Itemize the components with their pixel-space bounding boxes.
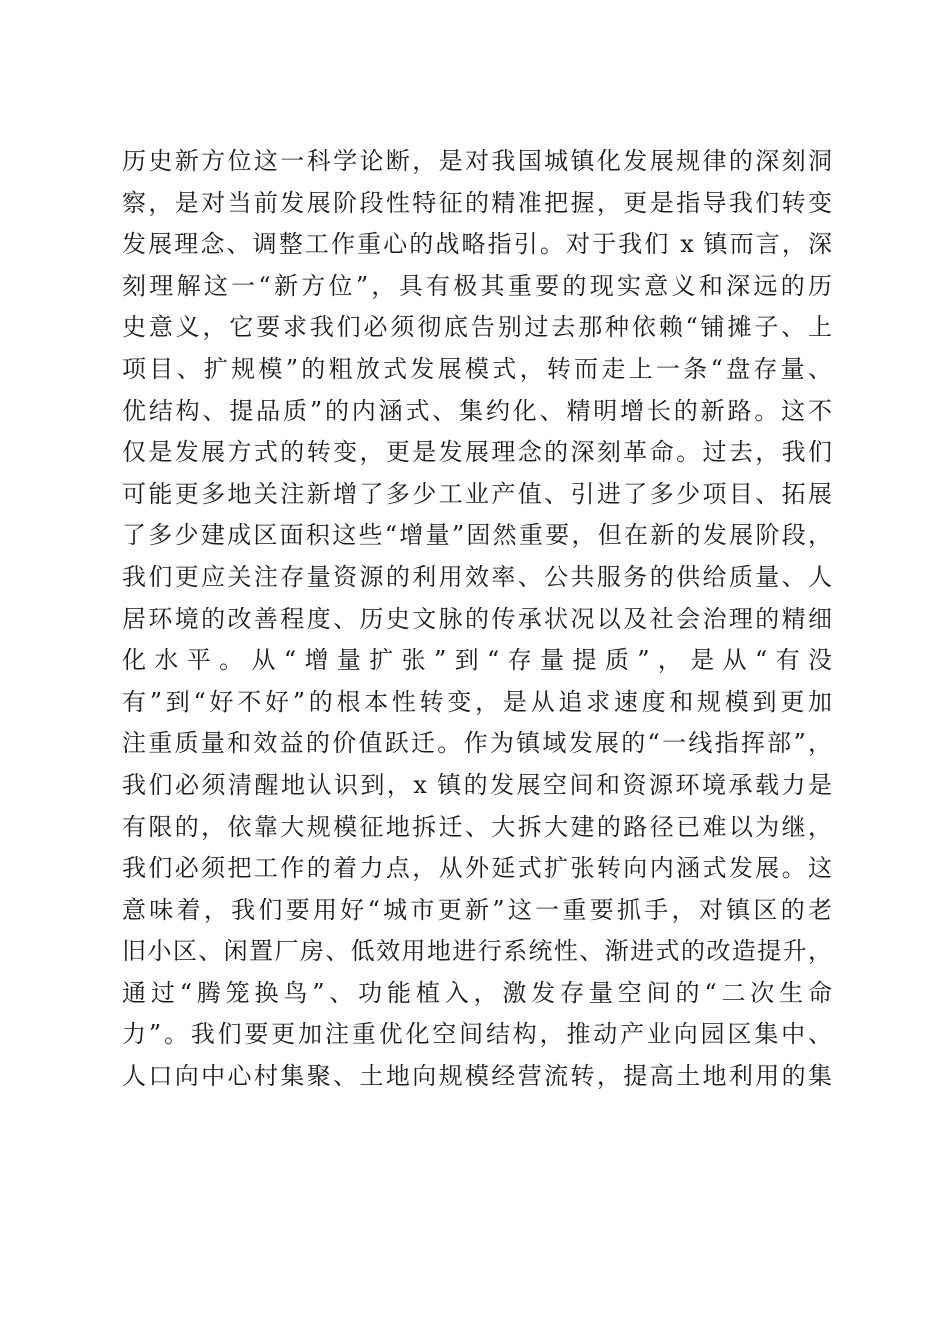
text-line: 刻理解这一“新方位”，具有极其重要的现实意义和深远的历 (122, 271, 832, 300)
text-line: 有”到“好不好”的根本性转变，是从追求速度和规模到更加 (122, 687, 832, 716)
text-line: 旧小区、闲置厂房、低效用地进行系统性、渐进式的改造提升， (122, 937, 832, 966)
text-line: 项目、扩规模”的粗放式发展模式，转而走上一条“盘存量、 (122, 354, 832, 383)
text-line: 可能更多地关注新增了多少工业产值、引进了多少项目、拓展 (122, 479, 832, 508)
body-paragraph (122, 141, 832, 1098)
text-line: 史意义，它要求我们必须彻底告别过去那种依赖“铺摊子、上 (122, 313, 832, 342)
text-line: 有限的，依靠大规模征地拆迁、大拆大建的路径已难以为继， (122, 812, 832, 841)
text-line: 意味着，我们要用好“城市更新”这一重要抓手，对镇区的老 (122, 895, 832, 924)
text-line: 发展理念、调整工作重心的战略指引。对于我们 x 镇而言，深 (122, 230, 832, 259)
text-line: 人口向中心村集聚、土地向规模经营流转，提高土地利用的集 (122, 1062, 832, 1091)
text-line: 优结构、提品质”的内涵式、集约化、精明增长的新路。这不 (122, 396, 832, 425)
text-line: 了多少建成区面积这些“增量”固然重要，但在新的发展阶段， (122, 521, 832, 550)
text-line: 通过“腾笼换鸟”、功能植入，激发存量空间的“二次生命 (122, 978, 832, 1007)
text-line: 察，是对当前发展阶段性特征的精准把握，更是指导我们转变 (122, 188, 832, 217)
text-line: 注重质量和效益的价值跃迁。作为镇域发展的“一线指挥部”， (122, 729, 832, 758)
text-line: 化水平。从“增量扩张”到“存量提质”，是从“有没 (122, 646, 832, 675)
text-line: 仅是发展方式的转变，更是发展理念的深刻革命。过去，我们 (122, 438, 832, 467)
text-line: 力”。我们要更加注重优化空间结构，推动产业向园区集中、 (122, 1020, 832, 1049)
text-line: 历史新方位这一科学论断，是对我国城镇化发展规律的深刻洞 (122, 147, 832, 175)
text-line: 我们必须清醒地认识到，x 镇的发展空间和资源环境承载力是 (122, 770, 832, 799)
text-line: 我们必须把工作的着力点，从外延式扩张转向内涵式发展。这 (122, 854, 832, 883)
text-line: 我们更应关注存量资源的利用效率、公共服务的供给质量、人 (122, 562, 832, 591)
text-line: 居环境的改善程度、历史文脉的传承状况以及社会治理的精细 (122, 604, 832, 633)
